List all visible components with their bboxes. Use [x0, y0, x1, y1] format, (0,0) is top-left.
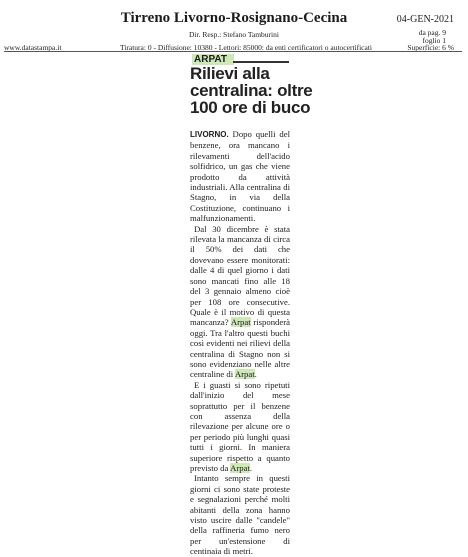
paragraph-2-text-b: risponderà oggi. Tra l'altro questi buchi così evidenti nei rilievi della centralina di Stagno non si sono evidenziano nelle altre centraline di [190, 317, 290, 380]
paragraph-3-text-a: E i guasti si sono ripetuti dall'inizio del mese soprattutto per il benzene con assenza della rilevazione per alcune ore o per periodo più lunghi quasi tutti i giorni. In maniera superiore rispetto a quanto previsto da [190, 379, 290, 473]
paragraph-3 [190, 380, 290, 474]
highlighted-tag: ARPAT [192, 54, 234, 65]
highlight-arpat: Arpat [230, 463, 250, 473]
paragraph-4: Intanto sempre in questi giorni ci sono state proteste e segnalazioni perché molti abitanti della zona hanno visto uscire dalle "candele" della raffineria fumo nero per un'estensione di centinaia di metri. [190, 473, 290, 557]
paragraph-2 [190, 224, 290, 380]
director-credit: Dir. Resp.: Stefano Tamburini [189, 30, 279, 39]
paragraph-1-text: Dopo quelli del benzene, ora mancano i rilevamenti dell'acido solfidrico, un gas che viene prodotto da attività industriali. Alla centralina di Stagno, in via della Costituzione, continuano i malfunzionamenti. [190, 129, 290, 224]
highlight-arpat: Arpat [234, 369, 255, 380]
sheet-reference: foglio 1 [422, 36, 446, 45]
surface-percentage: Superficie: 6 % [407, 43, 454, 52]
paragraph-3-text-b: . [249, 463, 253, 473]
page-reference: da pag. 9 [418, 28, 446, 37]
tag-rule [233, 61, 289, 63]
website-link[interactable]: www.datastampa.it [4, 43, 62, 52]
circulation-stats: Tiratura: 0 - Diffusione: 10380 - Lettori: 85000: da enti certificatori o autocertificati [120, 43, 373, 52]
paragraph-2-text-c: . [254, 369, 257, 380]
newspaper-title: Tirreno Livorno-Rosignano-Cecina [120, 10, 348, 26]
highlight-arpat: Arpat [230, 317, 251, 328]
paragraph-1 [190, 129, 290, 224]
article-body [190, 129, 290, 557]
article-headline: Rilievi alla centralina: oltre 100 ore di buco [190, 64, 313, 117]
paragraph-2-text-a: Dal 30 dicembre è stata rilevata la mancanza di circa il 50% dei dati che dovevano essere monitorati: dalle 4 di quel giorno i dati sono mancati fino alle 18 del 3 gennaio almeno cioè per 108 ore consecutive. Quale è il motivo di questa mancanza? [190, 223, 290, 328]
publication-date: 04-GEN-2021 [396, 14, 454, 25]
header-divider [4, 51, 462, 52]
dateline: LIVORNO. [190, 130, 229, 139]
